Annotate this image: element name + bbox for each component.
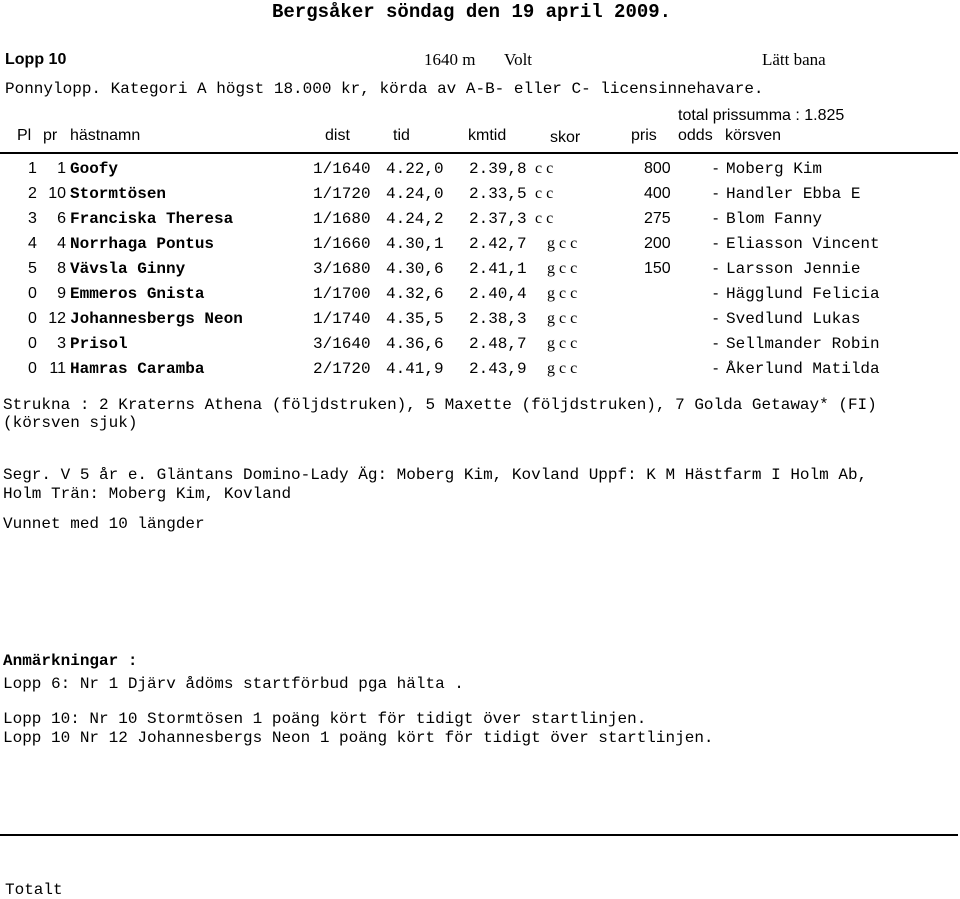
- horse-name: Franciska Theresa: [70, 210, 234, 228]
- km-time: 2.39,8: [469, 160, 527, 178]
- shoes: c c: [535, 160, 554, 177]
- odds-dash: -: [713, 185, 719, 202]
- prize: 150: [644, 260, 671, 277]
- col-header-odds: odds: [678, 127, 713, 144]
- horse-name: Johannesbergs Neon: [70, 310, 243, 328]
- horse-name: Vävsla Ginny: [70, 260, 186, 278]
- race-start: Volt: [504, 50, 533, 69]
- time: 4.36,6: [386, 335, 444, 353]
- prize-total: total prissumma : 1.825: [678, 107, 845, 124]
- col-header-pr: pr: [43, 127, 58, 144]
- time: 4.24,2: [386, 210, 444, 228]
- time: 4.35,5: [386, 310, 444, 328]
- col-header-pl: Pl: [17, 127, 32, 144]
- horse-name: Emmeros Gnista: [70, 285, 205, 303]
- distance: 1/1660: [313, 235, 371, 253]
- place: 3: [28, 210, 37, 227]
- distance: 1/1640: [313, 160, 371, 178]
- program-number: 10: [48, 185, 66, 202]
- remark-item: Lopp 10 Nr 12 Johannesbergs Neon 1 poäng kört för tidigt över startlinjen.: [3, 729, 714, 747]
- winner-line-1: Segr. V 5 år e. Gläntans Domino-Lady Äg: Moberg Kim, Kovland Uppf: K M Hästfarm I Holm Ab,: [3, 466, 868, 484]
- col-header-kusk: körsven: [725, 127, 782, 144]
- odds-dash: -: [713, 360, 719, 377]
- col-header-skor: skor: [550, 129, 581, 146]
- km-time: 2.43,9: [469, 360, 527, 378]
- prize: 800: [644, 160, 671, 177]
- race-label: Lopp 10: [5, 51, 67, 68]
- table-row: [0, 336, 960, 358]
- time: 4.32,6: [386, 285, 444, 303]
- driver: Larsson Jennie: [726, 260, 861, 278]
- scratched-line-1: Strukna : 2 Kraterns Athena (följdstruken), 5 Maxette (följdstruken), 7 Golda Getaway* (FI): [3, 396, 877, 414]
- shoes: g c c: [547, 310, 578, 327]
- driver: Svedlund Lukas: [726, 310, 861, 328]
- odds-dash: -: [713, 285, 719, 302]
- km-time: 2.41,1: [469, 260, 527, 278]
- distance: 3/1640: [313, 335, 371, 353]
- table-row: [0, 311, 960, 333]
- prize: 400: [644, 185, 671, 202]
- col-header-kmtid: kmtid: [468, 127, 507, 144]
- time: 4.24,0: [386, 185, 444, 203]
- driver: Åkerlund Matilda: [726, 360, 880, 378]
- program-number: 11: [49, 360, 66, 377]
- place: 4: [28, 235, 37, 252]
- winner-line-2: Holm Trän: Moberg Kim, Kovland: [3, 485, 292, 503]
- program-number: 9: [57, 285, 66, 302]
- place: 0: [28, 360, 37, 377]
- program-number: 4: [57, 235, 66, 252]
- shoes: g c c: [547, 335, 578, 352]
- time: 4.30,1: [386, 235, 444, 253]
- odds-dash: -: [713, 210, 719, 227]
- program-number: 12: [48, 310, 66, 327]
- driver: Hägglund Felicia: [726, 285, 880, 303]
- km-time: 2.38,3: [469, 310, 527, 328]
- program-number: 8: [57, 260, 66, 277]
- program-number: 1: [57, 160, 66, 177]
- shoes: c c: [535, 210, 554, 227]
- program-number: 3: [57, 335, 66, 352]
- driver: Eliasson Vincent: [726, 235, 880, 253]
- horse-name: Prisol: [70, 335, 128, 353]
- horse-name: Hamras Caramba: [70, 360, 205, 378]
- table-row: [0, 161, 960, 183]
- winning-margin: Vunnet med 10 längder: [3, 515, 205, 533]
- shoes: g c c: [547, 285, 578, 302]
- prize: 275: [644, 210, 671, 227]
- table-row: [0, 186, 960, 208]
- race-track: Lätt bana: [762, 50, 826, 69]
- distance: 1/1720: [313, 185, 371, 203]
- race-description: Ponnylopp. Kategori A högst 18.000 kr, körda av A-B- eller C- licensinnehavare.: [5, 80, 764, 98]
- odds-dash: -: [713, 235, 719, 252]
- odds-dash: -: [713, 335, 719, 352]
- page-title: Bergsåker söndag den 19 april 2009.: [272, 1, 672, 23]
- place: 2: [28, 185, 37, 202]
- program-number: 6: [57, 210, 66, 227]
- shoes: g c c: [547, 360, 578, 377]
- scratched-line-2: (körsven sjuk): [3, 414, 138, 432]
- shoes: g c c: [547, 260, 578, 277]
- table-row: [0, 286, 960, 308]
- race-distance: 1640 m: [424, 50, 476, 69]
- shoes: c c: [535, 185, 554, 202]
- table-row: [0, 211, 960, 233]
- distance: 1/1700: [313, 285, 371, 303]
- distance: 3/1680: [313, 260, 371, 278]
- driver: Blom Fanny: [726, 210, 823, 228]
- col-header-name: hästnamn: [70, 127, 141, 144]
- totalt-label: Totalt: [5, 881, 63, 899]
- time: 4.22,0: [386, 160, 444, 178]
- odds-dash: -: [713, 260, 719, 277]
- col-header-dist: dist: [325, 127, 350, 144]
- km-time: 2.42,7: [469, 235, 527, 253]
- col-header-pris: pris: [631, 127, 657, 144]
- footer-divider: [0, 834, 958, 836]
- distance: 1/1680: [313, 210, 371, 228]
- km-time: 2.33,5: [469, 185, 527, 203]
- remark-item: Lopp 10: Nr 10 Stormtösen 1 poäng kört för tidigt över startlinjen.: [3, 710, 647, 728]
- remark-item: Lopp 6: Nr 1 Djärv ådöms startförbud pga hälta .: [3, 675, 464, 693]
- time: 4.41,9: [386, 360, 444, 378]
- table-row: [0, 236, 960, 258]
- horse-name: Stormtösen: [70, 185, 167, 203]
- place: 0: [28, 335, 37, 352]
- distance: 2/1720: [313, 360, 371, 378]
- driver: Handler Ebba E: [726, 185, 861, 203]
- remarks-heading: Anmärkningar :: [3, 652, 138, 670]
- horse-name: Goofy: [70, 160, 119, 178]
- table-row: [0, 261, 960, 283]
- odds-dash: -: [713, 310, 719, 327]
- km-time: 2.40,4: [469, 285, 527, 303]
- time: 4.30,6: [386, 260, 444, 278]
- horse-name: Norrhaga Pontus: [70, 235, 215, 253]
- driver: Sellmander Robin: [726, 335, 880, 353]
- header-divider: [0, 152, 958, 154]
- odds-dash: -: [713, 160, 719, 177]
- place: 0: [28, 285, 37, 302]
- distance: 1/1740: [313, 310, 371, 328]
- km-time: 2.48,7: [469, 335, 527, 353]
- shoes: g c c: [547, 235, 578, 252]
- driver: Moberg Kim: [726, 160, 823, 178]
- col-header-tid: tid: [393, 127, 410, 144]
- place: 5: [28, 260, 37, 277]
- km-time: 2.37,3: [469, 210, 527, 228]
- place: 1: [28, 160, 37, 177]
- place: 0: [28, 310, 37, 327]
- table-row: [0, 361, 960, 383]
- prize: 200: [644, 235, 671, 252]
